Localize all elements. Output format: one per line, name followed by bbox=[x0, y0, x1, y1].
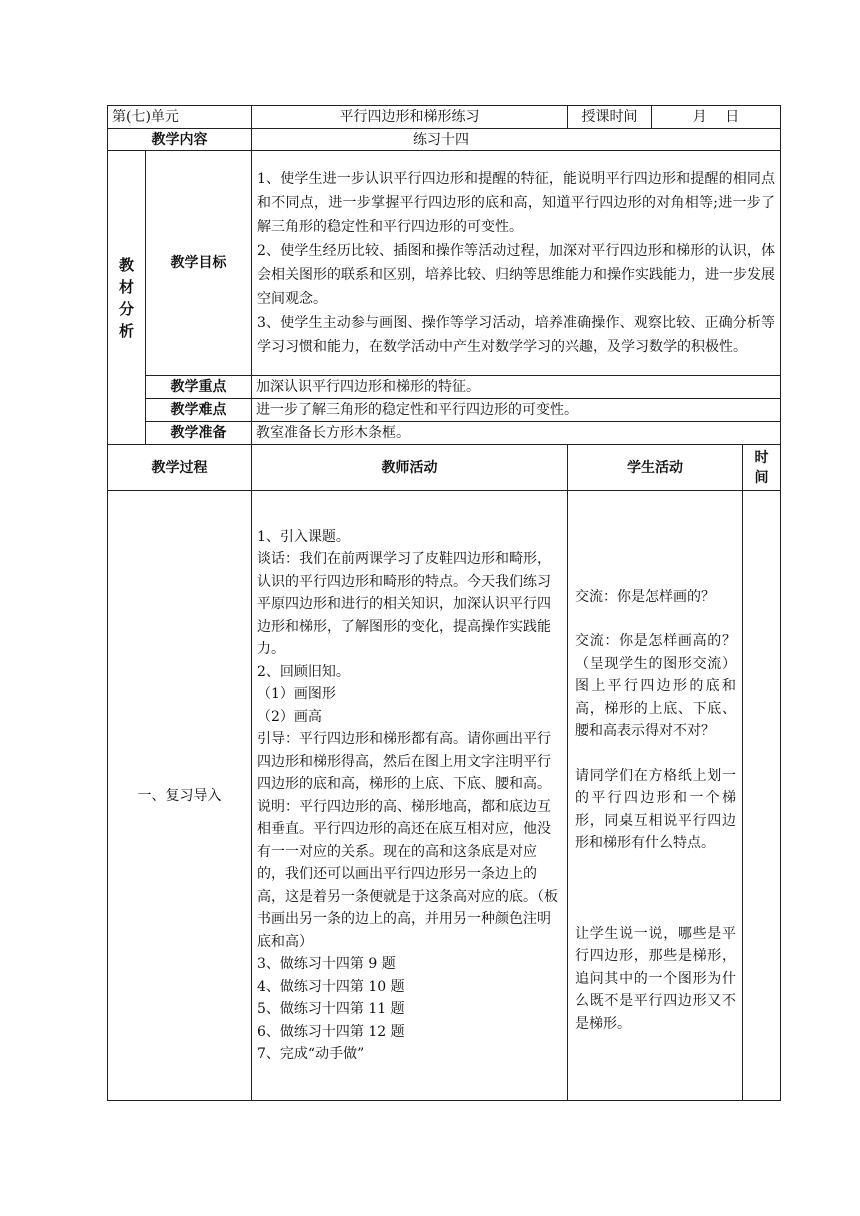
teacher-line: 6、做练习十四第 12 题 bbox=[257, 1023, 405, 1040]
side-char-2: 材 bbox=[118, 277, 134, 296]
teacher-line: 谈话：我们在前两课学习了皮鞋四边形和畸形，认识的平行四边形和畸形的特点。今天我们练习平原四边形和进行的相关知识，加深认识平行四边形和梯形，了解图形的变化，提高操作实践能力。 bbox=[257, 551, 551, 657]
teacher-line: 4、做练习十四第 10 题 bbox=[257, 978, 405, 995]
time-cell bbox=[743, 491, 781, 1101]
teacher-line: （2）画高 bbox=[257, 708, 322, 725]
time-header bbox=[743, 445, 781, 491]
teacher-activity bbox=[252, 491, 568, 1101]
content-row bbox=[108, 129, 781, 151]
side-char-1: 教 bbox=[118, 255, 134, 274]
teacher-activity-header: 教师活动 bbox=[252, 445, 568, 491]
side-char-4: 析 bbox=[118, 321, 134, 340]
preparation-row bbox=[108, 422, 781, 445]
student-paragraph: 让学生说一说，哪些是平行四边形，那些是梯形，追问其中的一个图形为什么既不是平行四边形又不是梯形。 bbox=[575, 925, 736, 1032]
goal-item: 3、使学生主动参与画图、操作等学习活动，培养准确操作、观察比较、正确分析等学习习惯和能力，在数学活动中产生对数学学习的兴趣，及学习数学的积极性。 bbox=[257, 315, 776, 355]
difficulty-label: 教学难点 bbox=[146, 399, 252, 422]
teacher-line: 5、做练习十四第 11 题 bbox=[257, 1001, 405, 1017]
key-point-text: 加深认识平行四边形和梯形的特征。 bbox=[252, 376, 781, 399]
unit-cell: 第(七)单元 bbox=[108, 106, 252, 129]
difficulty-row bbox=[108, 399, 781, 422]
student-activity bbox=[568, 491, 743, 1101]
stage-name: 一、复习导入 bbox=[108, 491, 252, 1101]
preparation-text: 教室准备长方形木条框。 bbox=[252, 422, 781, 445]
goals-row bbox=[108, 151, 781, 376]
teacher-line: 1、引入课题。 bbox=[257, 528, 350, 545]
lesson-plan-table bbox=[107, 105, 781, 1101]
key-point-row bbox=[108, 376, 781, 399]
student-paragraph: 请同学们在方格纸上划一的平行四边形和一个梯形，同桌互相说平行四边形和梯形有什么特点。 bbox=[575, 767, 736, 852]
student-paragraph: 交流：你是怎样画高的？（呈现学生的图形交流）图上平行四边形的底和高，梯形的上底、下底、腰和高表示得对不对？ bbox=[575, 633, 736, 740]
time-char-1: 时 bbox=[754, 449, 769, 466]
class-time-label: 授课时间 bbox=[568, 106, 652, 129]
content-label: 教学内容 bbox=[108, 129, 252, 151]
difficulty-text: 进一步了解三角形的稳定性和平行四边形的可变性。 bbox=[252, 399, 781, 422]
process-header: 教学过程 bbox=[108, 445, 252, 491]
preparation-label: 教学准备 bbox=[146, 422, 252, 445]
teacher-line: 2、回顾旧知。 bbox=[257, 663, 350, 680]
goals-label: 教学目标 bbox=[146, 151, 252, 376]
teacher-line: 3、做练习十四第 9 题 bbox=[257, 956, 396, 972]
goal-item: 2、使学生经历比较、插图和操作等活动过程，加深对平行四边形和梯形的认识，体会相关图形的联系和区别，培养比较、归纳等思维能力和操作实践能力，进一步发展空间观念。 bbox=[257, 243, 776, 307]
student-activity-header: 学生活动 bbox=[568, 445, 743, 491]
student-paragraph: 交流：你是怎样画的？ bbox=[575, 588, 715, 605]
teacher-line: 引导：平行四边形和梯形都有高。请你画出平行四边形和梯形得高，然后在图上用文字注明平行四边形的底和高，梯形的上底、下底、腰和高。 bbox=[257, 731, 551, 792]
lesson-title: 平行四边形和梯形练习 bbox=[252, 106, 568, 129]
date-value: 月 日 bbox=[652, 106, 781, 129]
teacher-line: （1）画图形 bbox=[257, 686, 336, 702]
key-point-label: 教学重点 bbox=[146, 376, 252, 399]
stage-row bbox=[108, 491, 781, 1101]
content-value: 练习十四 bbox=[252, 129, 781, 151]
goals-text bbox=[252, 151, 781, 376]
header-row bbox=[108, 106, 781, 129]
teacher-line: 说明：平行四边形的高、梯形地高，都和底边互相垂直。平行四边形的高还在底互相对应，他没有一一对应的关系。现在的高和这条底是对应的，我们还可以画出平行四边形另一条边上的高，这是着另一条便就是于这条高对应的底。（板书画出另一条的边上的高，并用另一种颜色注明底和高） bbox=[257, 798, 558, 950]
goal-item: 1、使学生进一步认识平行四边形和提醒的特征，能说明平行四边形和提醒的相同点和不同点，进一步掌握平行四边形的底和高，知道平行四边形的对角相等;进一步了解三角形的稳定性和平行四边形的可变性。 bbox=[257, 171, 776, 235]
analysis-side-label bbox=[108, 151, 146, 445]
side-char-3: 分 bbox=[118, 299, 134, 318]
time-char-2: 间 bbox=[754, 469, 769, 486]
teacher-line: 7、完成“动手做” bbox=[257, 1046, 365, 1062]
process-header-row bbox=[108, 445, 781, 491]
